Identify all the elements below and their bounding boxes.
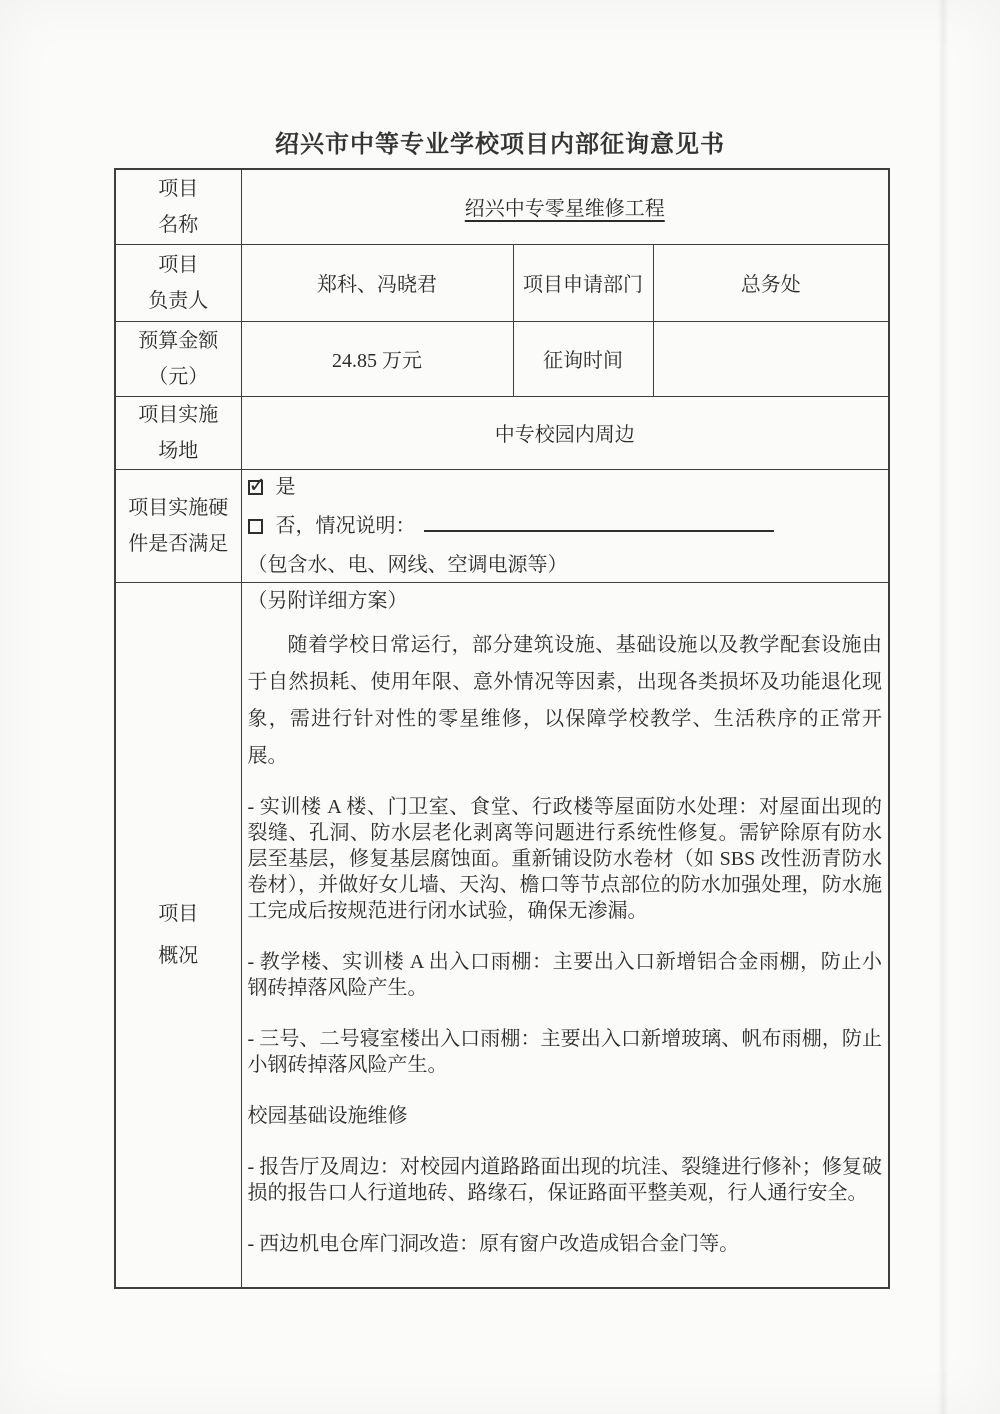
project-leader-label: 负责人: [148, 289, 209, 312]
checkmark-icon: ✓: [248, 472, 267, 497]
row-project-leader: [115, 244, 889, 321]
hardware-label-cell: [115, 469, 241, 582]
project-leader-label-cell: [115, 244, 241, 321]
applying-department-label: 项目申请部门: [513, 244, 653, 321]
hardware-no-option: [248, 513, 883, 539]
yes-checkbox[interactable]: [248, 472, 267, 497]
site-label: 项目实施: [138, 403, 219, 426]
row-site: [115, 396, 889, 469]
overview-bullet-entrance-canopy-aluminium: - 教学楼、实训楼 A 出入口雨棚：主要出入口新增铝合金雨棚，防止小钢砖掉落风险产生。: [247, 950, 883, 999]
overview-bullet-warehouse-door: - 西边机电仓库门洞改造：原有窗户改造成铝合金门等。: [247, 1232, 740, 1255]
hardware-label: 项目实施硬: [128, 496, 229, 519]
project-name-value: 绍兴中专零星维修工程: [464, 198, 665, 221]
no-label: 否，情况说明：: [275, 514, 416, 537]
overview-bullet-roof-waterproofing: - 实训楼 A 楼、门卫室、食堂、行政楼等屋面防水处理：对屋面出现的裂缝、孔洞、防水层老化剥离等问题进行系统性修复。需铲除原有防水层至基层，修复基层腐蚀面。重新铺设防水卷材（如 SBS 改性沥青防水卷材），并做好女儿墙、天沟、檐口等节点部位的防水加强处理，防水施工完成后按规范进行闭水试验，确保无渗漏。: [247, 795, 883, 922]
hardware-options-cell: [241, 469, 889, 582]
site-value: 中专校园内周边: [241, 396, 889, 469]
budget-label: （元）: [148, 365, 209, 388]
page-title: 绍兴市中等专业学校项目内部征询意见书: [275, 131, 725, 158]
overview-attachment-note: （另附详细方案）: [247, 589, 408, 612]
budget-label: 预算金额: [138, 329, 219, 352]
no-checkbox[interactable]: [248, 519, 263, 534]
explanation-blank-line: [424, 527, 774, 532]
hardware-yes-option: [248, 474, 883, 500]
overview-label: 项目: [158, 902, 199, 925]
overview-label: 概况: [158, 944, 199, 967]
row-budget: [115, 321, 889, 396]
project-leader-label: 项目: [158, 253, 199, 276]
budget-label-cell: [115, 321, 241, 396]
overview-section-heading-infrastructure: 校园基础设施维修: [247, 1104, 408, 1127]
site-label-cell: [115, 396, 241, 469]
hardware-label: 件是否满足: [128, 532, 229, 555]
row-hardware: [115, 469, 889, 582]
project-name-label-cell: [115, 169, 241, 244]
budget-value: 24.85 万元: [241, 321, 513, 396]
site-label: 场地: [158, 439, 199, 462]
applying-department-value: 总务处: [653, 244, 889, 321]
overview-intro-paragraph: 随着学校日常运行，部分建筑设施、基础设施以及教学配套设施由于自然损耗、使用年限、意外情况等因素，出现各类损坏及功能退化现象，需进行针对性的零星维修，以保障学校教学、生活秩序的正常开展。: [247, 633, 883, 767]
overview-content-cell: [241, 582, 889, 1288]
row-overview: [115, 582, 889, 1288]
project-leader-value: 郑科、冯晓君: [241, 244, 513, 321]
consultation-form-table: [114, 168, 890, 1289]
consult-time-label: 征询时间: [513, 321, 653, 396]
project-name-value-cell: [241, 169, 889, 244]
row-project-name: [115, 169, 889, 244]
hardware-note: （包含水、电、网线、空调电源等）: [247, 553, 568, 576]
consult-time-value: [653, 321, 889, 396]
project-name-label: 名称: [158, 213, 199, 236]
overview-bullet-dormitory-canopy: - 三号、二号寝室楼出入口雨棚：主要出入口新增玻璃、帆布雨棚，防止小钢砖掉落风险产生。: [247, 1027, 883, 1076]
overview-bullet-road-repair: - 报告厅及周边：对校园内道路路面出现的坑洼、裂缝进行修补；修复破损的报告口人行道地砖、路缘石，保证路面平整美观，行人通行安全。: [247, 1155, 883, 1204]
yes-label: 是: [275, 475, 296, 498]
project-name-label: 项目: [158, 177, 199, 200]
overview-label-cell: [115, 582, 241, 1288]
scan-artifact-streak: [938, 0, 948, 1414]
